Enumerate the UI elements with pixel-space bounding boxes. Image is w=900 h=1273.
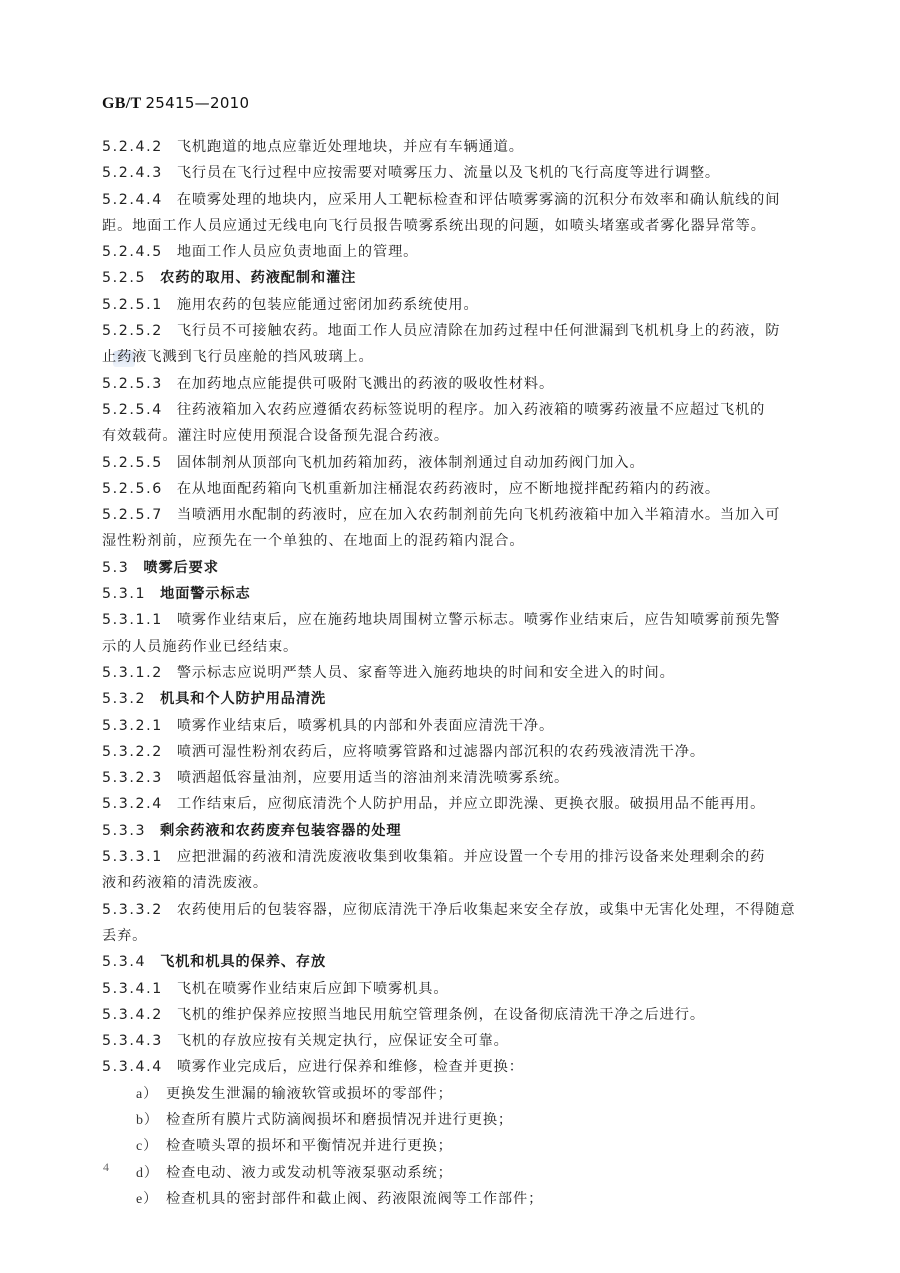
standard-header (102, 94, 249, 113)
clause-line (102, 397, 802, 423)
clause-number: 5.3.3 (102, 822, 147, 839)
clause-text: 喷洒超低容量油剂，应要用适当的溶油剂来清洗喷雾系统。 (176, 770, 570, 787)
clause-number: 5.3.4.3 (102, 1033, 163, 1050)
clause-number: 5.3.1.1 (102, 612, 163, 629)
clause-text: 止药液飞溅到飞行员座舱的挡风玻璃上。 (102, 349, 374, 366)
clause-continuation (102, 870, 802, 896)
clause-number: 5.3.3.1 (102, 849, 163, 866)
clause-number: 5.2.5.5 (102, 454, 163, 471)
heading-text: 机具和个人防护用品清洗 (160, 691, 327, 708)
clause-line (102, 502, 802, 528)
page-number: 4 (103, 1160, 109, 1174)
section-heading (102, 949, 802, 975)
clause-number: 5.3.4.1 (102, 980, 163, 997)
clause-text: 飞机在喷雾作业结束后应卸下喷雾机具。 (176, 980, 449, 997)
clause-number: 5.2.5.4 (102, 401, 163, 418)
list-item-label: a） (136, 1086, 159, 1102)
clause-line (102, 660, 802, 686)
clause-number: 5.3.4 (102, 954, 147, 971)
clause-text: 固体制剂从顶部向飞机加药箱加药，液体制剂通过自动加药阀门加入。 (176, 454, 645, 471)
clause-text: 工作结束后，应彻底清洗个人防护用品，并应立即洗澡、更换衣服。破损用品不能再用。 (176, 796, 766, 813)
clause-number: 5.3.2.4 (102, 796, 163, 813)
clause-number: 5.2.5.3 (102, 375, 163, 392)
clause-text: 有效载荷。灌注时应使用预混合设备预先混合药液。 (102, 428, 450, 445)
list-item (102, 1081, 802, 1107)
clause-text: 距。地面工作人员应通过无线电向飞行员报告喷雾系统出现的问题，如喷头堵塞或者雾化器异常等。 (102, 217, 766, 234)
section-heading (102, 686, 802, 712)
list-item (102, 1107, 802, 1133)
heading-text: 剩余药液和农药废弃包装容器的处理 (160, 822, 402, 839)
clause-line (102, 844, 802, 870)
clause-text: 在加药地点应能提供可吸附飞溅出的药液的吸收性材料。 (176, 375, 555, 392)
clause-line (102, 371, 802, 397)
clause-number: 5.3.2.2 (102, 743, 163, 760)
list-item-label: d） (136, 1165, 159, 1181)
clause-text: 农药使用后的包装容器，应彻底清洗干净后收集起来安全存放，或集中无害化处理，不得随意 (176, 901, 796, 918)
clause-text: 湿性粉剂前，应预先在一个单独的、在地面上的混药箱内混合。 (102, 533, 525, 550)
clause-line (102, 292, 802, 318)
clause-text: 丢弃。 (102, 927, 148, 944)
clause-continuation (102, 923, 802, 949)
standard-code: GB/T (102, 95, 142, 112)
clause-line (102, 1002, 802, 1028)
heading-text: 喷雾后要求 (143, 559, 219, 576)
clause-number: 5.2.4.5 (102, 244, 163, 261)
clause-line (102, 976, 802, 1002)
clause-number: 5.2.5.6 (102, 480, 163, 497)
standard-number: 25415—2010 (145, 94, 250, 112)
clause-line (102, 739, 802, 765)
list-item (102, 1186, 802, 1212)
clause-number: 5.3.3.2 (102, 901, 163, 918)
clause-text: 警示标志应说明严禁人员、家畜等进入施药地块的时间和安全进入的时间。 (176, 664, 675, 681)
clause-number: 5.3.2 (102, 691, 147, 708)
clause-continuation (102, 344, 802, 370)
clause-number: 5.3.1.2 (102, 664, 163, 681)
list-item-label: c） (136, 1139, 159, 1155)
clause-continuation (102, 213, 802, 239)
clause-line (102, 239, 802, 265)
heading-text: 飞机和机具的保养、存放 (160, 954, 327, 971)
list-item-text: 更换发生泄漏的输液软管或损坏的零部件； (166, 1085, 453, 1102)
clause-line (102, 476, 802, 502)
clause-line (102, 713, 802, 739)
list-item-text: 检查电动、液力或发动机等液泵驱动系统； (166, 1164, 453, 1181)
list-item-label: e） (136, 1191, 159, 1207)
heading-text: 农药的取用、药液配制和灌注 (160, 270, 357, 287)
clause-continuation (102, 528, 802, 554)
clause-line (102, 897, 802, 923)
clause-text: 液和药液箱的清洗废液。 (102, 875, 268, 892)
clause-number: 5.2.5.2 (102, 323, 163, 340)
list-item-text: 检查喷头罩的损坏和平衡情况并进行更换； (166, 1138, 453, 1155)
clause-text: 飞机跑道的地点应靠近处理地块，并应有车辆通道。 (176, 139, 524, 155)
clause-text: 飞机的维护保养应按照当地民用航空管理条例，在设备彻底清洗干净之后进行。 (176, 1006, 705, 1023)
list-item-text: 检查机具的密封部件和截止阀、药液限流阀等工作部件； (166, 1190, 544, 1207)
list-item (102, 1160, 802, 1186)
clause-text: 喷雾作业结束后，应在施药地块周围树立警示标志。喷雾作业结束后，应告知喷雾前预先警 (176, 612, 781, 629)
section-heading (102, 581, 802, 607)
clause-text: 喷雾作业结束后，喷雾机具的内部和外表面应清洗干净。 (176, 717, 555, 734)
clause-text: 在从地面配药箱向飞机重新加注桶混农药药液时，应不断地搅拌配药箱内的药液。 (176, 480, 720, 497)
clause-number: 5.2.4.3 (102, 165, 163, 182)
clause-text: 地面工作人员应负责地面上的管理。 (176, 244, 419, 261)
clause-line (102, 1028, 802, 1054)
list-item-label: b） (136, 1112, 159, 1128)
clause-text: 当喷洒用水配制的药液时，应在加入农药制剂前先向飞机药液箱中加入半箱清水。当加入可 (176, 507, 781, 524)
section-heading (102, 555, 802, 581)
clause-text: 应把泄漏的药液和清洗废液收集到收集箱。并应设置一个专用的排污设备来处理剩余的药 (176, 849, 766, 866)
clause-line (102, 187, 802, 213)
clause-number: 5.3.2.1 (102, 717, 163, 734)
clause-text: 飞机的存放应按有关规定执行，应保证安全可靠。 (176, 1033, 509, 1050)
clause-number: 5.2.5.7 (102, 507, 163, 524)
clause-line (102, 318, 802, 344)
clause-number: 5.3.1 (102, 586, 147, 603)
clause-text: 往药液箱加入农药应遵循农药标签说明的程序。加入药液箱的喷雾药液量不应超过飞机的 (176, 401, 766, 418)
clause-text: 示的人员施药作业已经结束。 (102, 638, 299, 655)
clause-line (102, 765, 802, 791)
list-item-text: 检查所有膜片式防滴阀损坏和磨损情况并进行更换； (166, 1111, 514, 1128)
clause-line (102, 791, 802, 817)
list-item (102, 1133, 802, 1159)
clause-text: 飞行员不可接触农药。地面工作人员应清除在加药过程中任何泄漏到飞机机身上的药液，防 (176, 323, 781, 340)
clause-number: 5.3 (102, 559, 130, 576)
clause-text: 喷洒可湿性粉剂农药后，应将喷雾管路和过滤器内部沉积的农药残液清洗干净。 (176, 743, 705, 760)
section-heading (102, 265, 802, 291)
clause-line (102, 134, 802, 160)
section-heading (102, 818, 802, 844)
heading-text: 地面警示标志 (160, 586, 251, 603)
clause-continuation (102, 423, 802, 449)
clause-number: 5.2.4.4 (102, 191, 163, 208)
clause-number: 5.2.5 (102, 270, 147, 287)
clause-number: 5.3.2.3 (102, 770, 163, 787)
clause-line (102, 607, 802, 633)
clause-line (102, 160, 802, 186)
clause-number: 5.2.5.1 (102, 296, 163, 313)
clause-number: 5.3.4.2 (102, 1006, 163, 1023)
clause-text: 喷雾作业完成后，应进行保养和维修，检查并更换： (176, 1059, 524, 1076)
clause-continuation (102, 634, 802, 660)
clause-number: 5.3.4.4 (102, 1059, 163, 1076)
clause-number: 5.2.4.2 (102, 139, 163, 155)
document-body (102, 134, 802, 1212)
clause-line (102, 1054, 802, 1080)
clause-line (102, 450, 802, 476)
clause-text: 在喷雾处理的地块内，应采用人工靶标检查和评估喷雾雾滴的沉积分布效率和确认航线的间 (176, 191, 781, 208)
clause-text: 施用农药的包装应能通过密闭加药系统使用。 (176, 296, 479, 313)
clause-text: 飞行员在飞行过程中应按需要对喷雾压力、流量以及飞机的飞行高度等进行调整。 (176, 165, 720, 182)
